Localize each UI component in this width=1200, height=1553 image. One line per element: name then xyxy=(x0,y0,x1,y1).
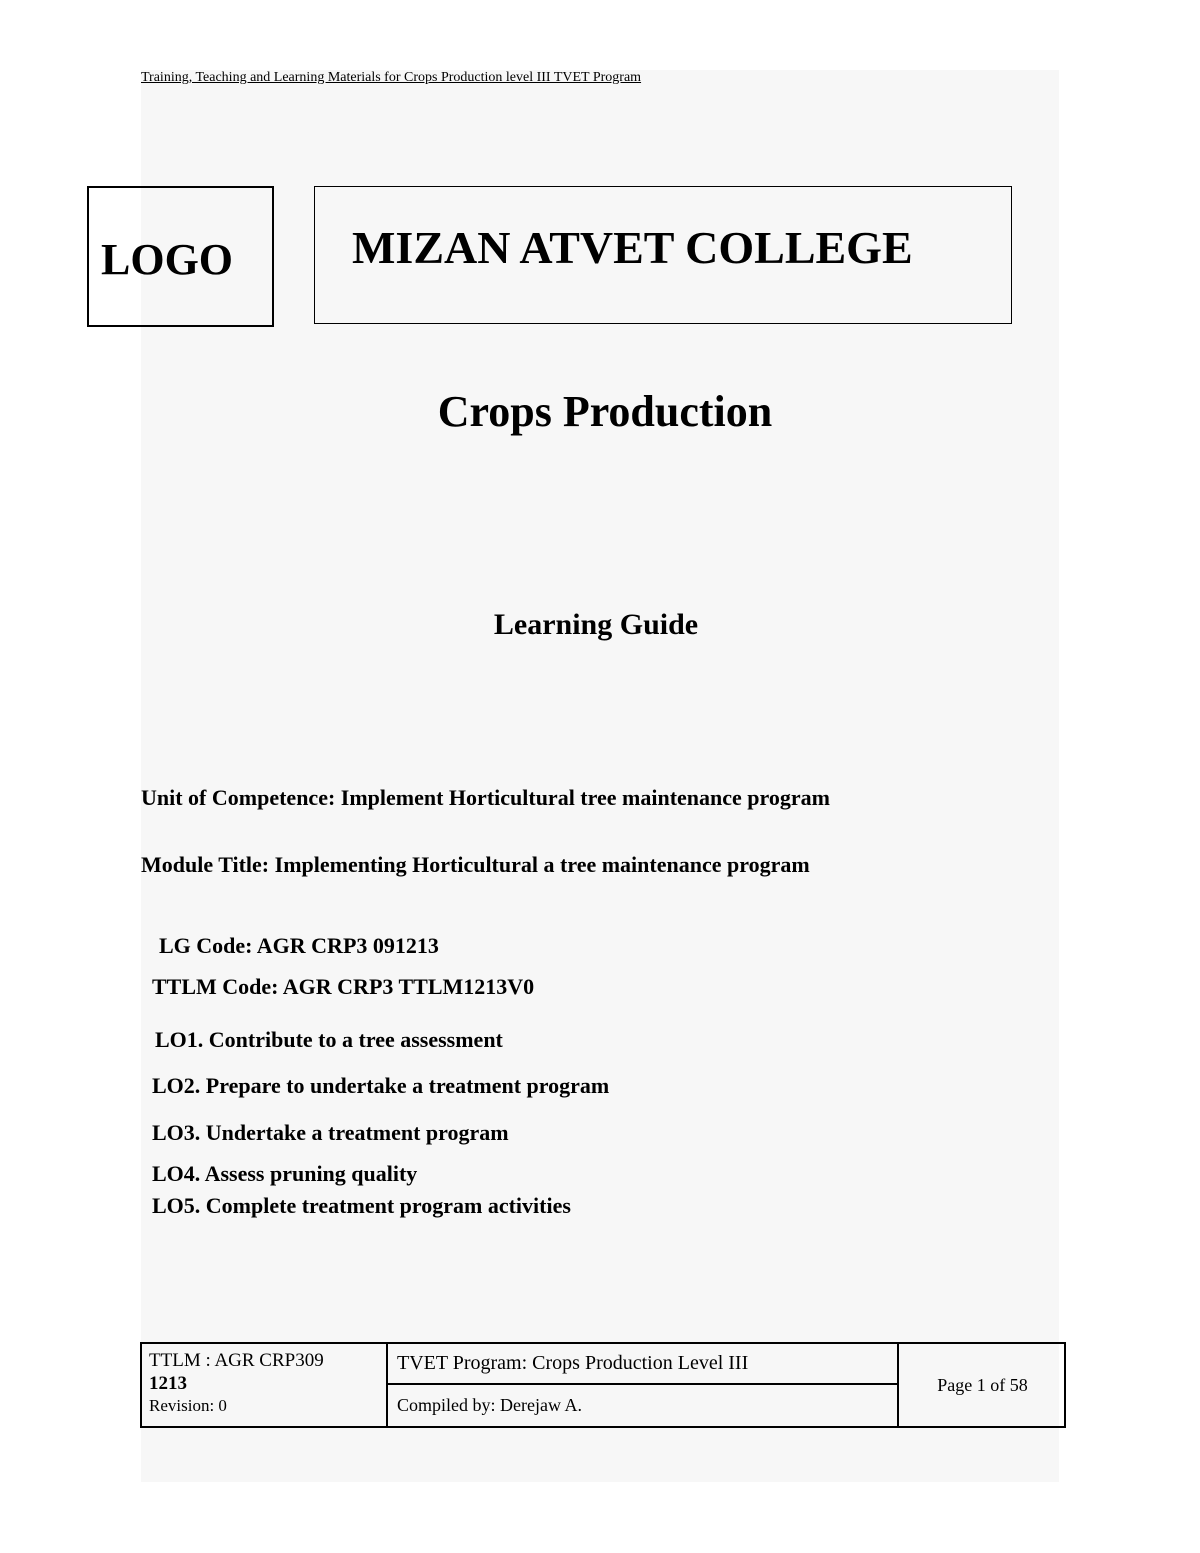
logo-placeholder xyxy=(87,186,274,327)
footer-program: TVET Program: Crops Production Level III xyxy=(397,1352,749,1374)
document-title: Crops Production xyxy=(437,387,773,436)
lg-code: LG Code: AGR CRP3 091213 xyxy=(159,933,439,958)
document-subtitle: Learning Guide xyxy=(493,608,699,641)
footer-program-cell xyxy=(388,1344,899,1385)
college-name-box xyxy=(314,186,1012,324)
college-name: MIZAN ATVET COLLEGE xyxy=(352,222,913,273)
ttlm-code: TTLM Code: AGR CRP3 TTLM1213V0 xyxy=(152,974,535,999)
footer-compiled-cell xyxy=(388,1385,899,1426)
running-header: Training, Teaching and Learning Materials for Crops Production level III TVET Program xyxy=(141,70,642,85)
learning-outcome-2: LO2. Prepare to undertake a treatment program xyxy=(152,1073,610,1098)
learning-outcome-4: LO4. Assess pruning quality xyxy=(152,1161,418,1186)
footer-revision: Revision: 0 xyxy=(149,1395,227,1415)
footer-table xyxy=(140,1342,1066,1428)
footer-page-number: Page 1 of 58 xyxy=(937,1374,1028,1395)
logo-label: LOGO xyxy=(101,235,234,284)
learning-outcome-1: LO1. Contribute to a tree assessment xyxy=(155,1027,503,1052)
footer-page-cell xyxy=(901,1344,1064,1426)
footer-compiled-by: Compiled by: Derejaw A. xyxy=(397,1395,582,1415)
footer-ttlm-code-number: 1213 xyxy=(149,1372,187,1394)
learning-outcome-5: LO5. Complete treatment program activities xyxy=(152,1193,571,1218)
footer-ttlm-code: TTLM : AGR CRP309 xyxy=(149,1350,324,1371)
footer-ttlm-cell xyxy=(142,1344,388,1426)
learning-outcome-3: LO3. Undertake a treatment program xyxy=(152,1120,509,1145)
unit-of-competence: Unit of Competence: Implement Horticultural tree maintenance program xyxy=(141,785,830,810)
module-title: Module Title: Implementing Horticultural a tree maintenance program xyxy=(141,852,810,877)
